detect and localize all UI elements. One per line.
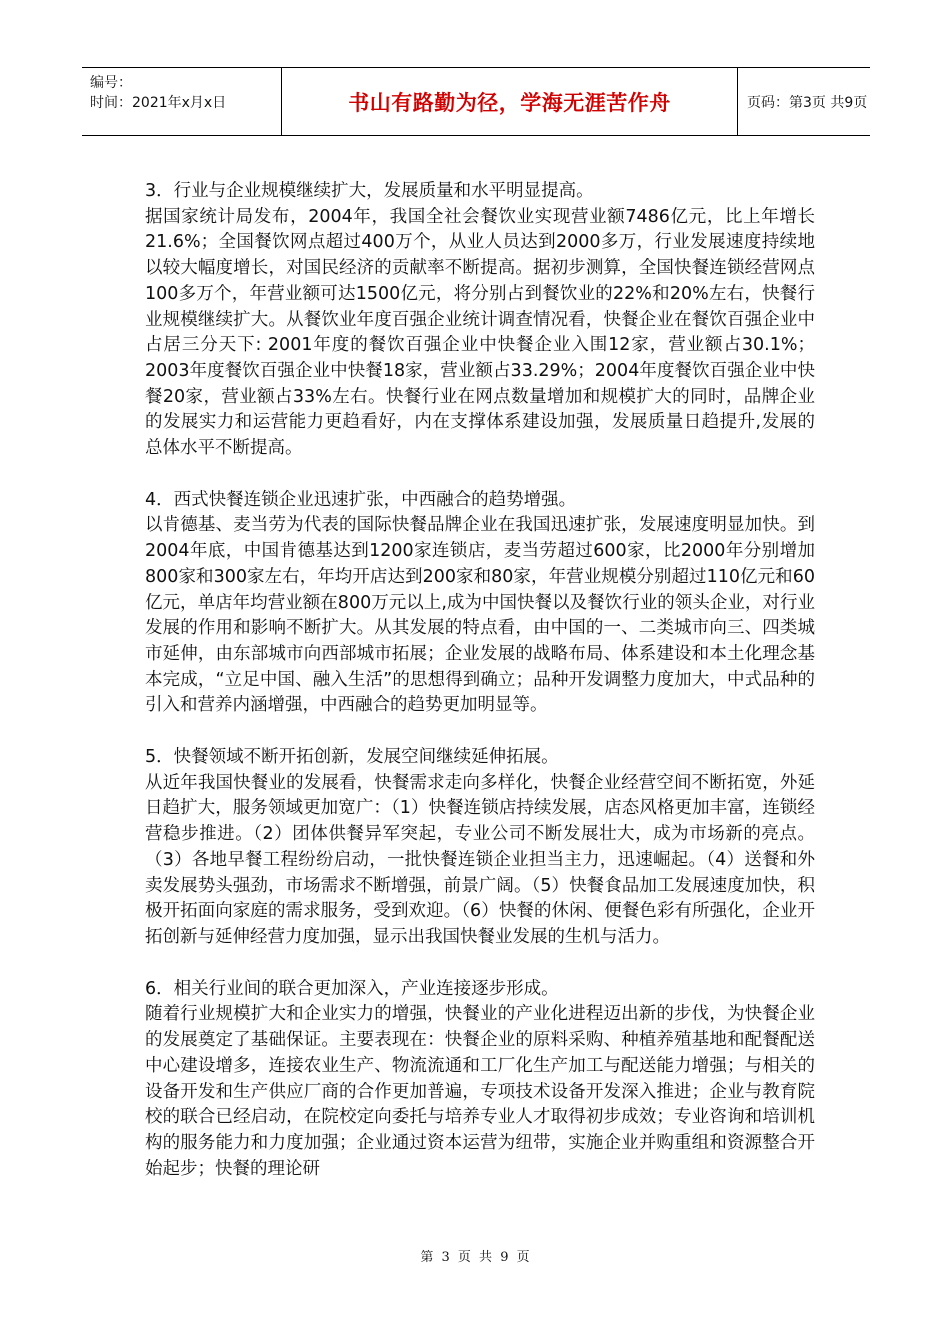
number-label: 编号：	[90, 75, 132, 91]
section-paragraph: 随着行业规模扩大和企业实力的增强，快餐业的产业化进程迈出新的步伐，为快餐企业的发展奠定了基础保证。主要表现在：快餐企业的原料采购、种植养殖基地和配餐配送中心建设增多，连接农业生产、物流流通和工厂化生产加工与配送能力增强；与相关的设备开发和生产供应厂商的合作更加普遍，专项技术设备开发深入推进；企业与教育院校的联合已经启动，在院校定向委托与培养专业人才取得初步成效；专业咨询和培训机构的服务能力和力度加强；企业通过资本运营为纽带，实施企业并购重组和资源整合开始起步；快餐的理论研	[145, 1004, 815, 1179]
document-body	[145, 179, 815, 1182]
header-page-info: 页码：第3页 共9页	[747, 94, 868, 111]
page-header	[82, 67, 870, 136]
section-paragraph: 据国家统计局发布，2004年，我国全社会餐饮业实现营业额7486亿元，比上年增长21.6%；全国餐饮网点超过400万个，从业人员达到2000多万，行业发展速度持续地以较大幅度增长，对国民经济的贡献率不断提高。据初步测算，全国快餐连锁经营网点100多万个，年营业额可达1500亿元，将分别占到餐饮业的22%和20%左右，快餐行业规模继续扩大。从餐饮业年度百强企业统计调查情况看，快餐企业在餐饮百强企业中占居三分天下: 2001年度的餐饮百强企业中快餐企业入围12家，营业额占30.1%；2003年度餐饮百强企业中快餐18家，营业额占33.29%；2004年度餐饮百强企业中快餐20家，营业额占33%左右。快餐行业在网点数量增加和规模扩大的同时，品牌企业的发展实力和运营能力更趋看好，内在支撑体系建设加强，发展质量日趋提升,发展的总体水平不断提高。	[145, 206, 815, 459]
section-paragraph: 以肯德基、麦当劳为代表的国际快餐品牌企业在我国迅速扩张，发展速度明显加快。到2004年底，中国肯德基达到1200家连锁店，麦当劳超过600家，比2000年分别增加800家和300家左右，年均开店达到200家和80家，年营业规模分别超过110亿元和60亿元，单店年均营业额在800万元以上,成为中国快餐以及餐饮行业的领头企业，对行业发展的作用和影响不断扩大。从其发展的特点看，由中国的一、二类城市向三、四类城市延伸，由东部城市向西部城市拓展；企业发展的战略布局、体系建设和本土化理念基本完成，“立足中国、融入生活”的思想得到确立；品种开发调整力度加大，中式品种的引入和营养内涵增强，中西融合的趋势更加明显等。	[145, 515, 815, 716]
section-paragraph: 从近年我国快餐业的发展看，快餐需求走向多样化，快餐企业经营空间不断拓宽，外延日趋扩大，服务领域更加宽广：（1）快餐连锁店持续发展，店态风格更加丰富，连锁经营稳步推进。（2）团体供餐异军突起，专业公司不断发展壮大，成为市场新的亮点。（3）各地早餐工程纷纷启动，一批快餐连锁企业担当主力，迅速崛起。（4）送餐和外卖发展势头强劲，市场需求不断增强，前景广阔。（5）快餐食品加工发展速度加快，积极开拓面向家庭的需求服务，受到欢迎。（6）快餐的休闲、便餐色彩有所强化，企业开拓创新与延伸经营力度加强，显示出我国快餐业发展的生机与活力。	[145, 772, 815, 947]
section-title: 6．相关行业间的联合更加深入，产业连接逐步形成。	[145, 978, 559, 999]
header-motto: 书山有路勤为径，学海无涯苦作舟	[282, 68, 738, 135]
section-title: 5．快餐领域不断开拓创新，发展空间继续延伸拓展。	[145, 747, 559, 768]
header-meta	[82, 68, 282, 135]
section-title: 4．西式快餐连锁企业迅速扩张，中西融合的趋势增强。	[145, 489, 577, 510]
section-title: 3．行业与企业规模继续扩大，发展质量和水平明显提高。	[145, 181, 594, 201]
time-label: 时间：2021年x月x日	[90, 95, 227, 111]
page-footer: 第 3 页 共 9 页	[420, 1250, 530, 1265]
